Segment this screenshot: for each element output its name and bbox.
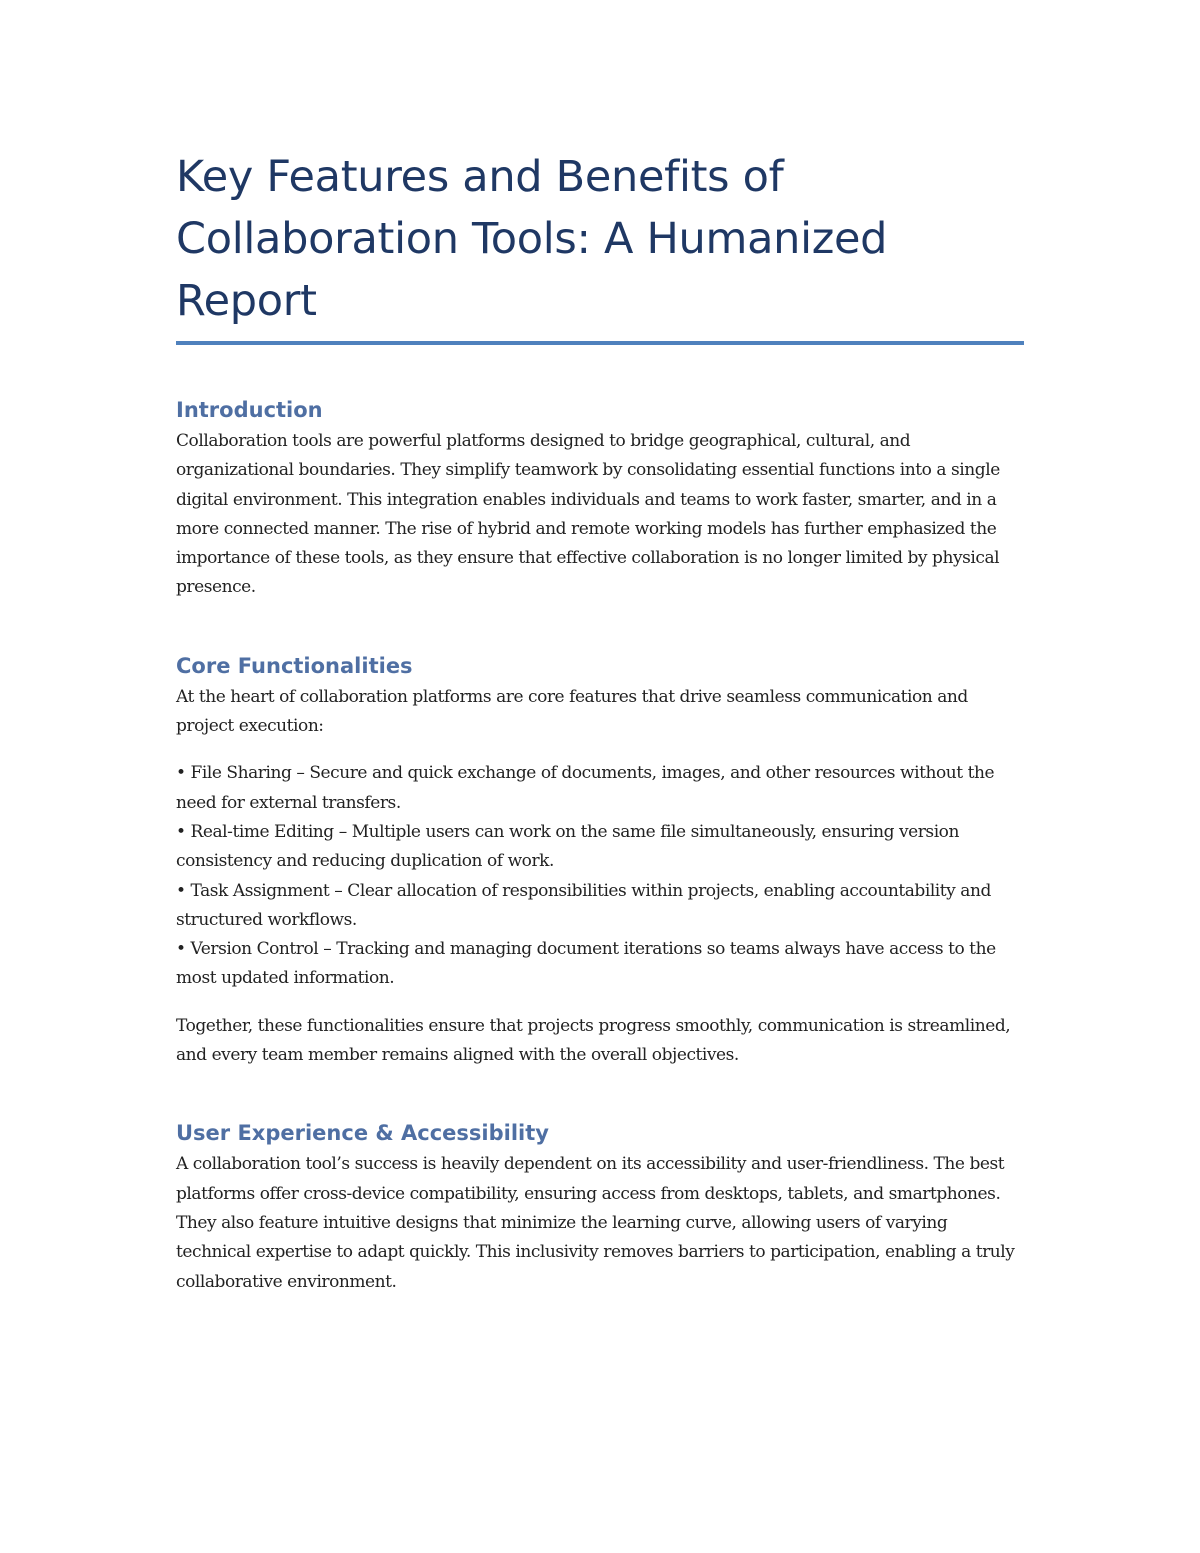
bullet-list: [176, 759, 1024, 993]
paragraph: Collaboration tools are powerful platforms designed to bridge geographical, cultural, and organizational boundaries. They simplify teamwork by consolidating essential functions into a single digital environment. This integration enables individuals and teams to work faster, smarter, and in a more connected manner. The rise of hybrid and remote working models has further emphasized the importance of these tools, as they ensure that effective collaboration is no longer limited by physical presence.: [176, 431, 1000, 598]
paragraph: At the heart of collaboration platforms are core features that drive seamless communication and project execution:: [176, 686, 968, 737]
section-heading: Core Functionalities: [176, 653, 413, 678]
section-core-functionalities: [176, 651, 1024, 1071]
paragraph: Together, these functionalities ensure that projects progress smoothly, communication is streamlined, and every team member remains aligned with the overall objectives.: [176, 1015, 1011, 1066]
paragraph: A collaboration tool’s success is heavily dependent on its accessibility and user-friendliness. The best platforms offer cross-device compatibility, ensuring access from desktops, tablets, and smartphones. They also feature intuitive designs that minimize the learning curve, allowing users of varying technical expertise to adapt quickly. This inclusivity removes barriers to participation, enabling a truly collaborative environment.: [176, 1154, 1015, 1292]
document-title: Key Features and Benefits of Collaboration Tools: A Humanized Report: [176, 146, 1024, 345]
document-body: [176, 146, 1024, 1297]
list-item: • Task Assignment – Clear allocation of responsibilities within projects, enabling accountability and structured workflows.: [176, 880, 991, 930]
list-item: • File Sharing – Secure and quick exchange of documents, images, and other resources without the need for external transfers.: [176, 763, 995, 813]
section-heading: Introduction: [176, 398, 323, 422]
section-user-experience: [176, 1118, 1024, 1296]
list-item: • Real-time Editing – Multiple users can work on the same file simultaneously, ensuring version consistency and reducing duplication of work.: [176, 821, 959, 872]
list-item: • Version Control – Tracking and managing document iterations so teams always have access to the most updated information.: [176, 939, 996, 989]
section-introduction: [176, 395, 1024, 603]
section-heading: User Experience & Accessibility: [176, 1121, 549, 1146]
